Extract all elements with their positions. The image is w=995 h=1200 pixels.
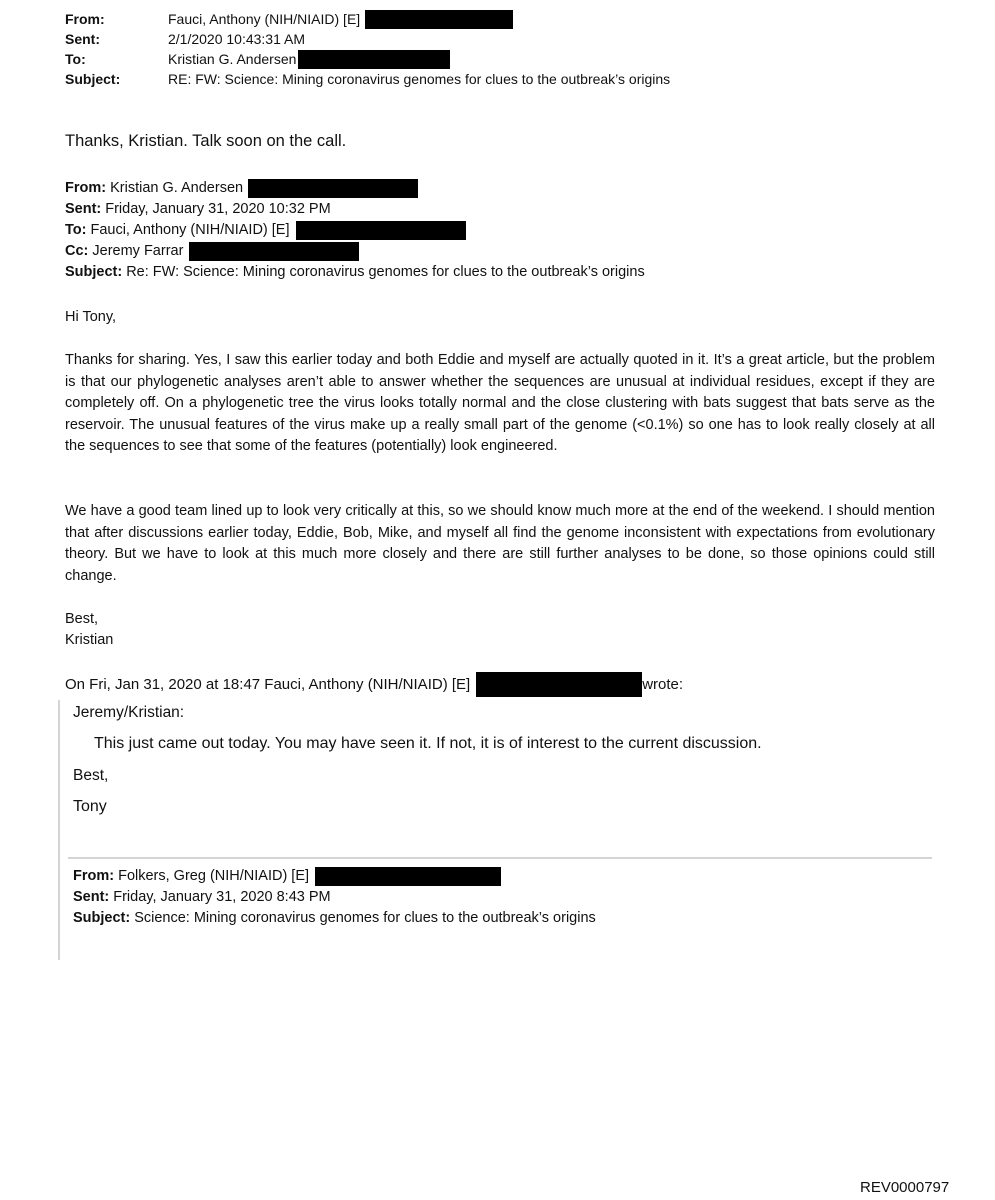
andersen-cc-label: Cc: (65, 243, 89, 259)
redaction-box (365, 10, 513, 29)
header-sent-value: 2/1/2020 10:43:31 AM (168, 31, 305, 47)
redaction-box (315, 867, 501, 886)
forwarded-header (73, 866, 596, 929)
redaction-box (296, 221, 466, 240)
andersen-cc-value: Jeremy Farrar (92, 243, 184, 259)
andersen-from-label: From: (65, 180, 107, 196)
andersen-subject-label: Subject: (65, 264, 123, 280)
header-subject-row (65, 69, 670, 89)
divider (68, 857, 932, 859)
redaction-box (298, 50, 450, 69)
signature: Kristian (65, 632, 114, 648)
header-subject-label: Subject: (65, 71, 121, 87)
header-to-label: To: (65, 51, 86, 67)
quote-message: This just came out today. You may have seen it. If not, it is of interest to the current discussion. (94, 735, 762, 752)
header-subject-value: RE: FW: Science: Mining coronavirus genomes for clues to the outbreak’s origins (168, 71, 671, 87)
andersen-to-value: Fauci, Anthony (NIH/NIAID) [E] (90, 222, 290, 238)
reply-message: Thanks, Kristian. Talk soon on the call. (65, 132, 347, 150)
redaction-box (248, 179, 418, 198)
body-paragraph: Thanks for sharing. Yes, I saw this earlier today and both Eddie and myself are actually quoted in it. It’s a great article, but the problem is that our phylogenetic analyses aren’t able to answer whether the sequences are unusual at individual residues, except if they are completely off. On a phylogenetic tree the virus looks totally normal and the close clustering with bats suggest that bats serve as the reservoir. The unusual features of the virus make up a really small part of the genome (<0.1%) so one has to look really closely at all the sequences to see that some of the features (potentially) look engineered. (65, 352, 935, 454)
andersen-from-value: Kristian G. Andersen (110, 180, 244, 196)
header-from-value: Fauci, Anthony (NIH/NIAID) [E] (168, 11, 361, 27)
forwarded-sent-value: Friday, January 31, 2020 8:43 PM (113, 889, 331, 905)
forwarded-sent-label: Sent: (73, 889, 110, 905)
body-paragraph: We have a good team lined up to look very critically at this, so we should know much more at the end of the weekend. I should mention that after discussions earlier today, Eddie, Bob, Mike, and myself all find the genome inconsistent with expectations from evolutionary theory. But we have to look at this much more closely and there are still further analyses to be done, so those opinions could still change. (65, 503, 935, 584)
andersen-cc-row (65, 241, 645, 262)
forwarded-sent-row (73, 887, 596, 908)
forwarded-from-row (73, 866, 596, 887)
forwarded-subject-label: Subject: (73, 910, 131, 926)
forwarded-subject-row (73, 908, 596, 929)
header-sent-label: Sent: (65, 31, 100, 47)
redaction-box (189, 242, 359, 261)
andersen-header (65, 178, 645, 283)
bates-number: REV0000797 (860, 1179, 950, 1196)
header-from-label: From: (65, 11, 105, 27)
andersen-sent-value: Friday, January 31, 2020 10:32 PM (105, 201, 331, 217)
andersen-subject-row (65, 262, 645, 283)
signoff-block (65, 609, 113, 651)
quote-border (58, 700, 60, 960)
header-from-row (65, 9, 670, 29)
quote-intro (65, 672, 683, 697)
signoff: Best, (65, 611, 99, 627)
header-sent-row (65, 29, 670, 49)
quote-signoff: Best, (73, 767, 109, 784)
quote-salutation: Jeremy/Kristian: (73, 704, 185, 721)
andersen-sent-label: Sent: (65, 201, 102, 217)
andersen-from-row (65, 178, 645, 199)
forwarded-from-label: From: (73, 868, 115, 884)
redaction-box (476, 672, 642, 697)
andersen-to-label: To: (65, 222, 87, 238)
quote-signature: Tony (73, 798, 107, 815)
andersen-subject-value: Re: FW: Science: Mining coronavirus genomes for clues to the outbreak’s origins (126, 264, 645, 280)
forwarded-from-value: Folkers, Greg (NIH/NIAID) [E] (118, 868, 310, 884)
greeting: Hi Tony, (65, 309, 117, 325)
quote-intro-prefix: On Fri, Jan 31, 2020 at 18:47 Fauci, Anthony (NIH/NIAID) [E] (65, 676, 471, 693)
forwarded-subject-value: Science: Mining coronavirus genomes for clues to the outbreak’s origins (134, 910, 596, 926)
andersen-sent-row (65, 199, 645, 220)
email-header (65, 9, 670, 89)
header-to-row (65, 49, 670, 69)
andersen-to-row (65, 220, 645, 241)
header-to-value: Kristian G. Andersen (168, 51, 297, 67)
quote-intro-suffix: wrote: (642, 676, 684, 693)
